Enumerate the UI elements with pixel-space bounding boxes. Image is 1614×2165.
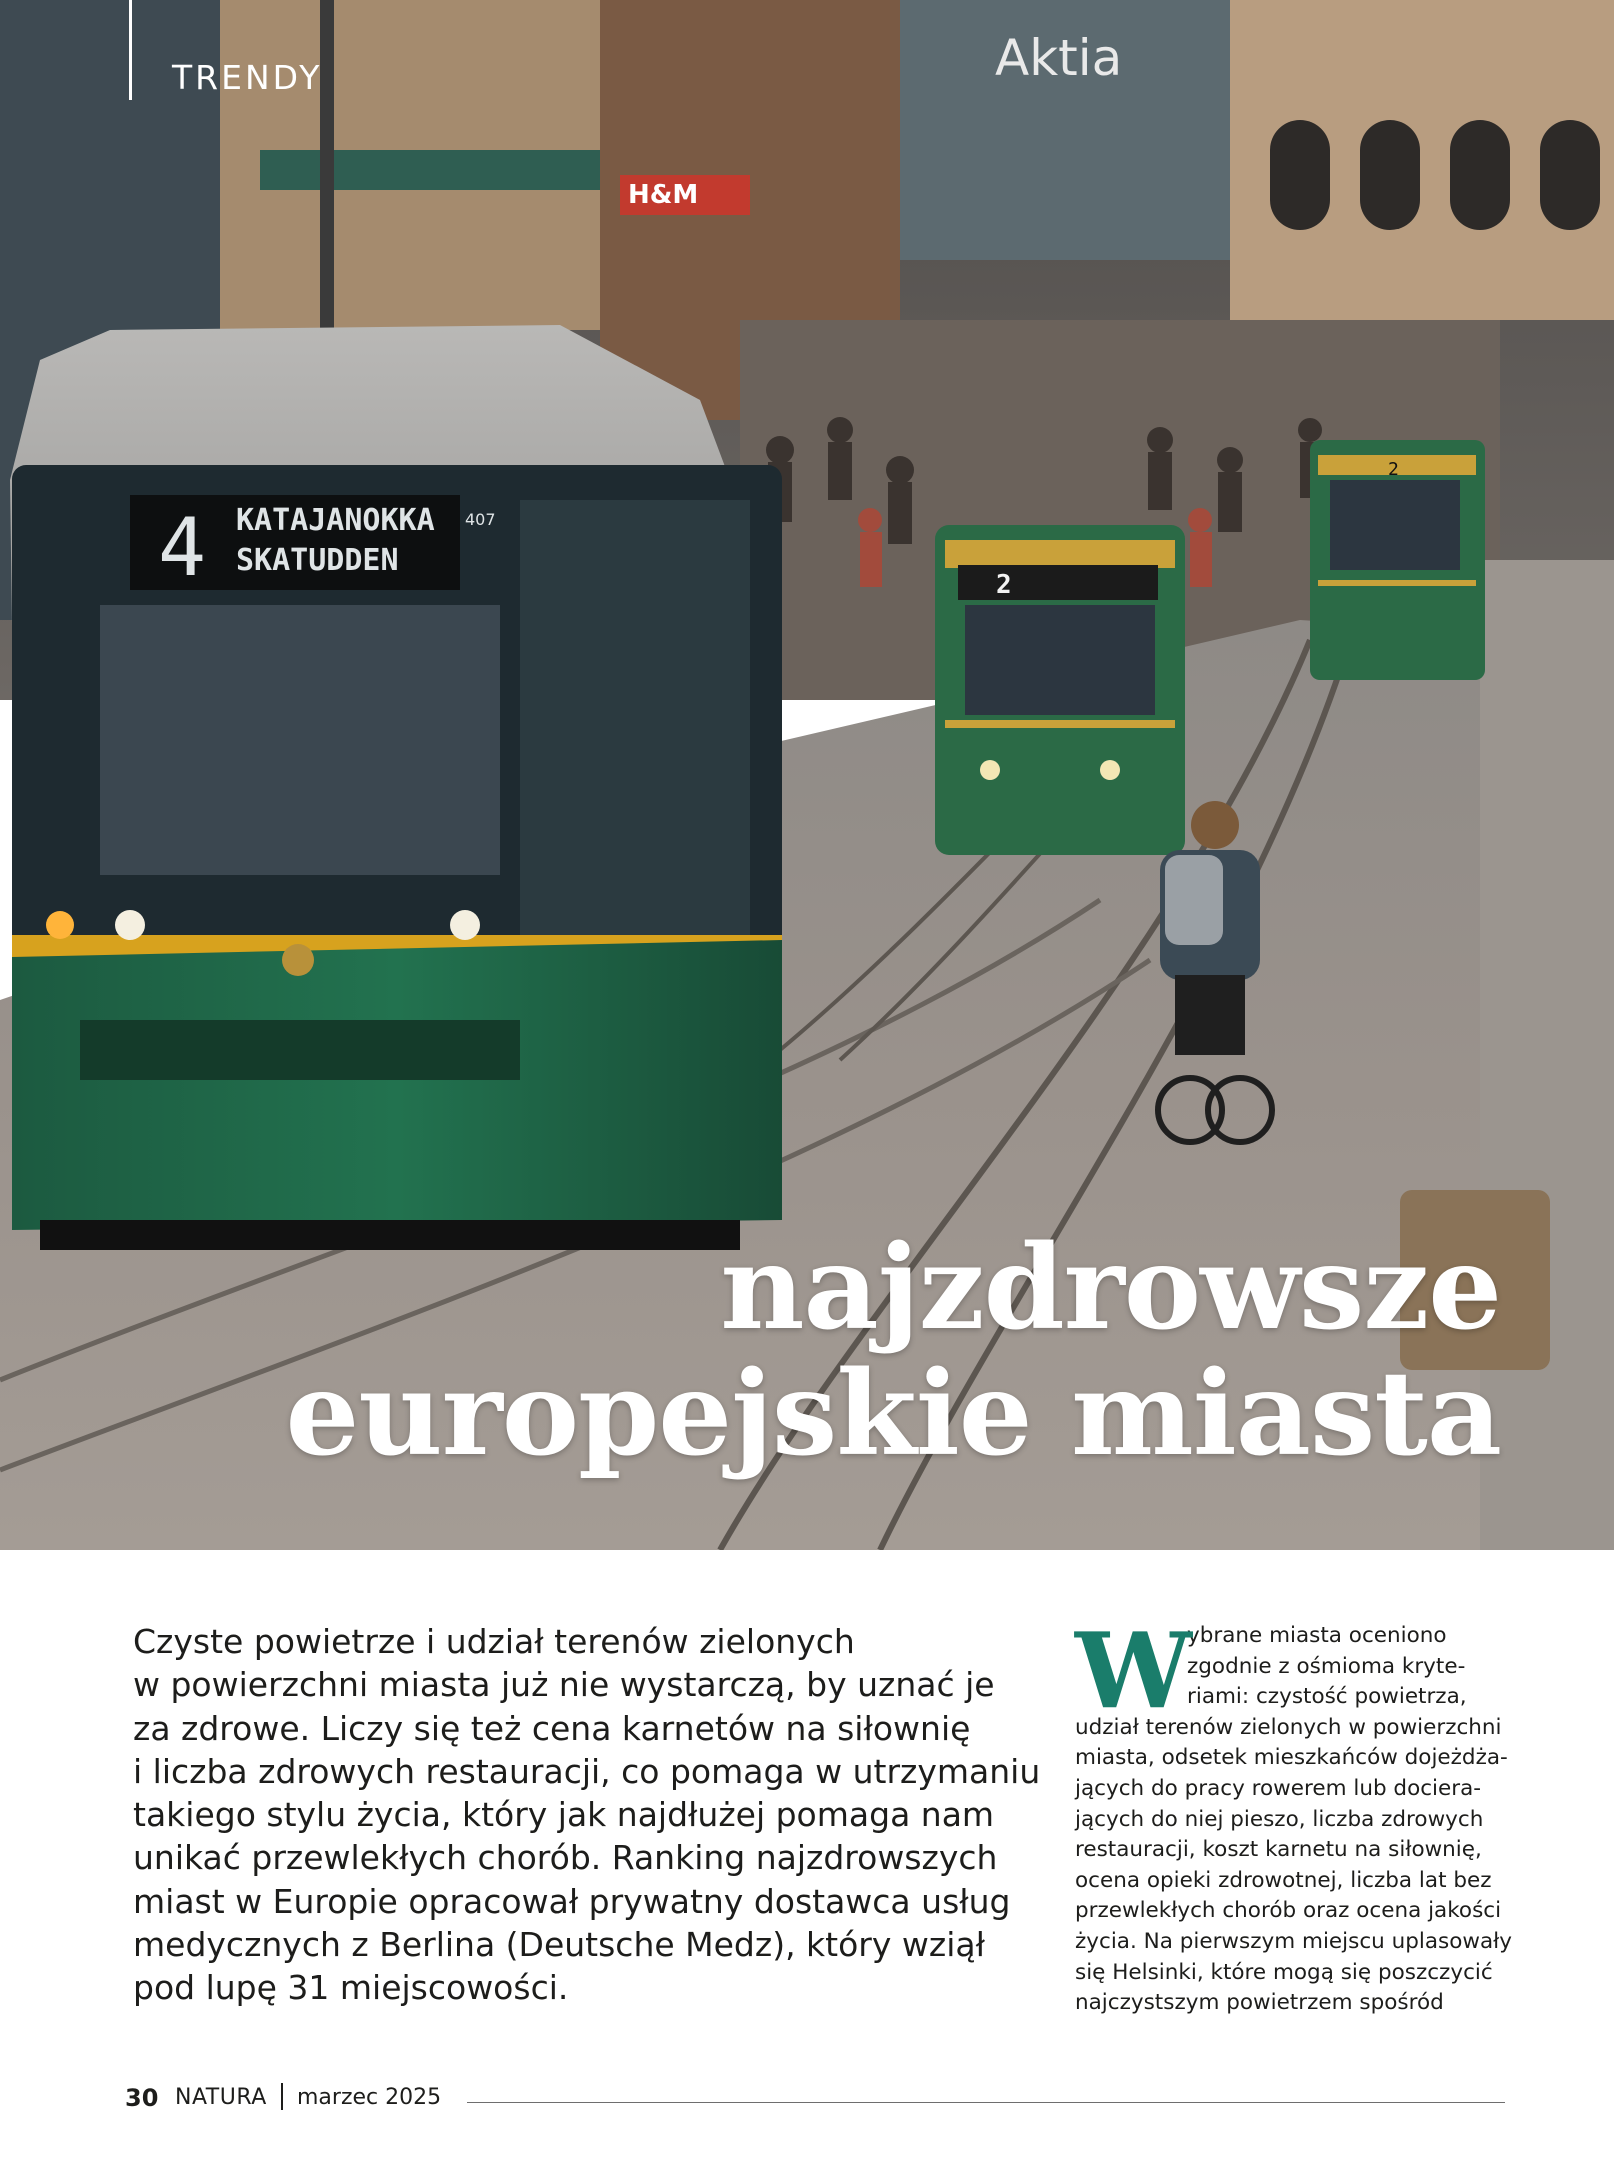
body-line: jących do niej pieszo, liczba zdrowych <box>1075 1806 1484 1832</box>
section-divider <box>129 0 132 100</box>
lead-line: Czyste powietrze i udział terenów zielonych <box>133 1622 855 1661</box>
lead-line: za zdrowe. Liczy się też cena karnetów na siłownię <box>133 1708 971 1748</box>
body-line: się Helsinki, które mogą się poszczycić <box>1075 1959 1493 1985</box>
body-line: przewlekłych chorób oraz ocena jakości <box>1075 1898 1502 1924</box>
headline-line-2: europejskie miasta <box>285 1346 1501 1482</box>
lead-line: w powierzchni miasta już nie wystarczą, by uznać je <box>133 1665 995 1705</box>
lead-line: takiego stylu życia, który jak najdłużej pomaga nam <box>133 1795 995 1835</box>
body-line: udział terenów zielonych w powierzchni <box>1075 1714 1502 1740</box>
article-lead <box>133 1620 1041 2010</box>
headline-line-1: najzdrowsze <box>720 1220 1501 1356</box>
tram-fleet-number: 407 <box>465 510 496 529</box>
body-line: ybrane miasta oceniono <box>1187 1623 1447 1648</box>
body-line: riami: czystość powietrza, <box>1187 1684 1467 1710</box>
lead-line: unikać przewlekłych chorób. Ranking najzdrowszych <box>133 1838 998 1878</box>
body-line: restauracji, koszt karnetu na siłownię, <box>1075 1837 1482 1863</box>
body-line: jących do pracy rowerem lub docierа- <box>1075 1775 1482 1801</box>
lead-line: i liczba zdrowych restauracji, co pomaga w utrzymaniu <box>133 1751 1041 1791</box>
body-line: zgodnie z ośmioma kryte- <box>1187 1653 1466 1679</box>
body-line: ocena opieki zdrowotnej, liczba lat bez <box>1075 1867 1492 1893</box>
lead-line: pod lupę 31 miejscowości. <box>133 1968 569 2008</box>
article-body <box>1075 1609 1512 2019</box>
article-headline <box>285 1220 1501 1482</box>
footer-rule <box>467 2102 1505 2103</box>
page-footer <box>125 2084 1505 2120</box>
section-label: TRENDY <box>172 58 323 97</box>
body-line: najczystszym powietrzem spośród <box>1075 1990 1444 2016</box>
lead-line: medycznych z Berlina (Deutsche Medz), który wziął <box>133 1925 985 1965</box>
lead-line: miast w Europie opracował prywatny dostawca usług <box>133 1881 1011 1921</box>
middle-tram <box>935 525 1185 855</box>
page-number: 30 <box>125 2084 159 2112</box>
drop-cap: W <box>1075 1609 1192 1732</box>
tram-route-number: 4 <box>158 501 207 594</box>
distant-tram <box>1310 440 1485 680</box>
shop-sign: Aktia <box>995 29 1123 87</box>
distant-tram-number: 2 <box>1388 459 1399 480</box>
issue-date: marzec 2025 <box>297 2085 442 2110</box>
store-sign: H&M <box>628 180 699 210</box>
body-line: życia. Na pierwszym miejscu uplasowały <box>1075 1928 1512 1954</box>
magazine-name: NATURA <box>175 2085 267 2110</box>
middle-tram-number: 2 <box>996 570 1012 600</box>
footer-separator <box>281 2083 283 2110</box>
tram-destination-line2: SKATUDDEN <box>236 543 399 578</box>
tram-destination-line1: KATAJANOKKA <box>236 503 435 538</box>
body-line: miasta, odsetek mieszkańców dojeżdża- <box>1075 1745 1508 1771</box>
